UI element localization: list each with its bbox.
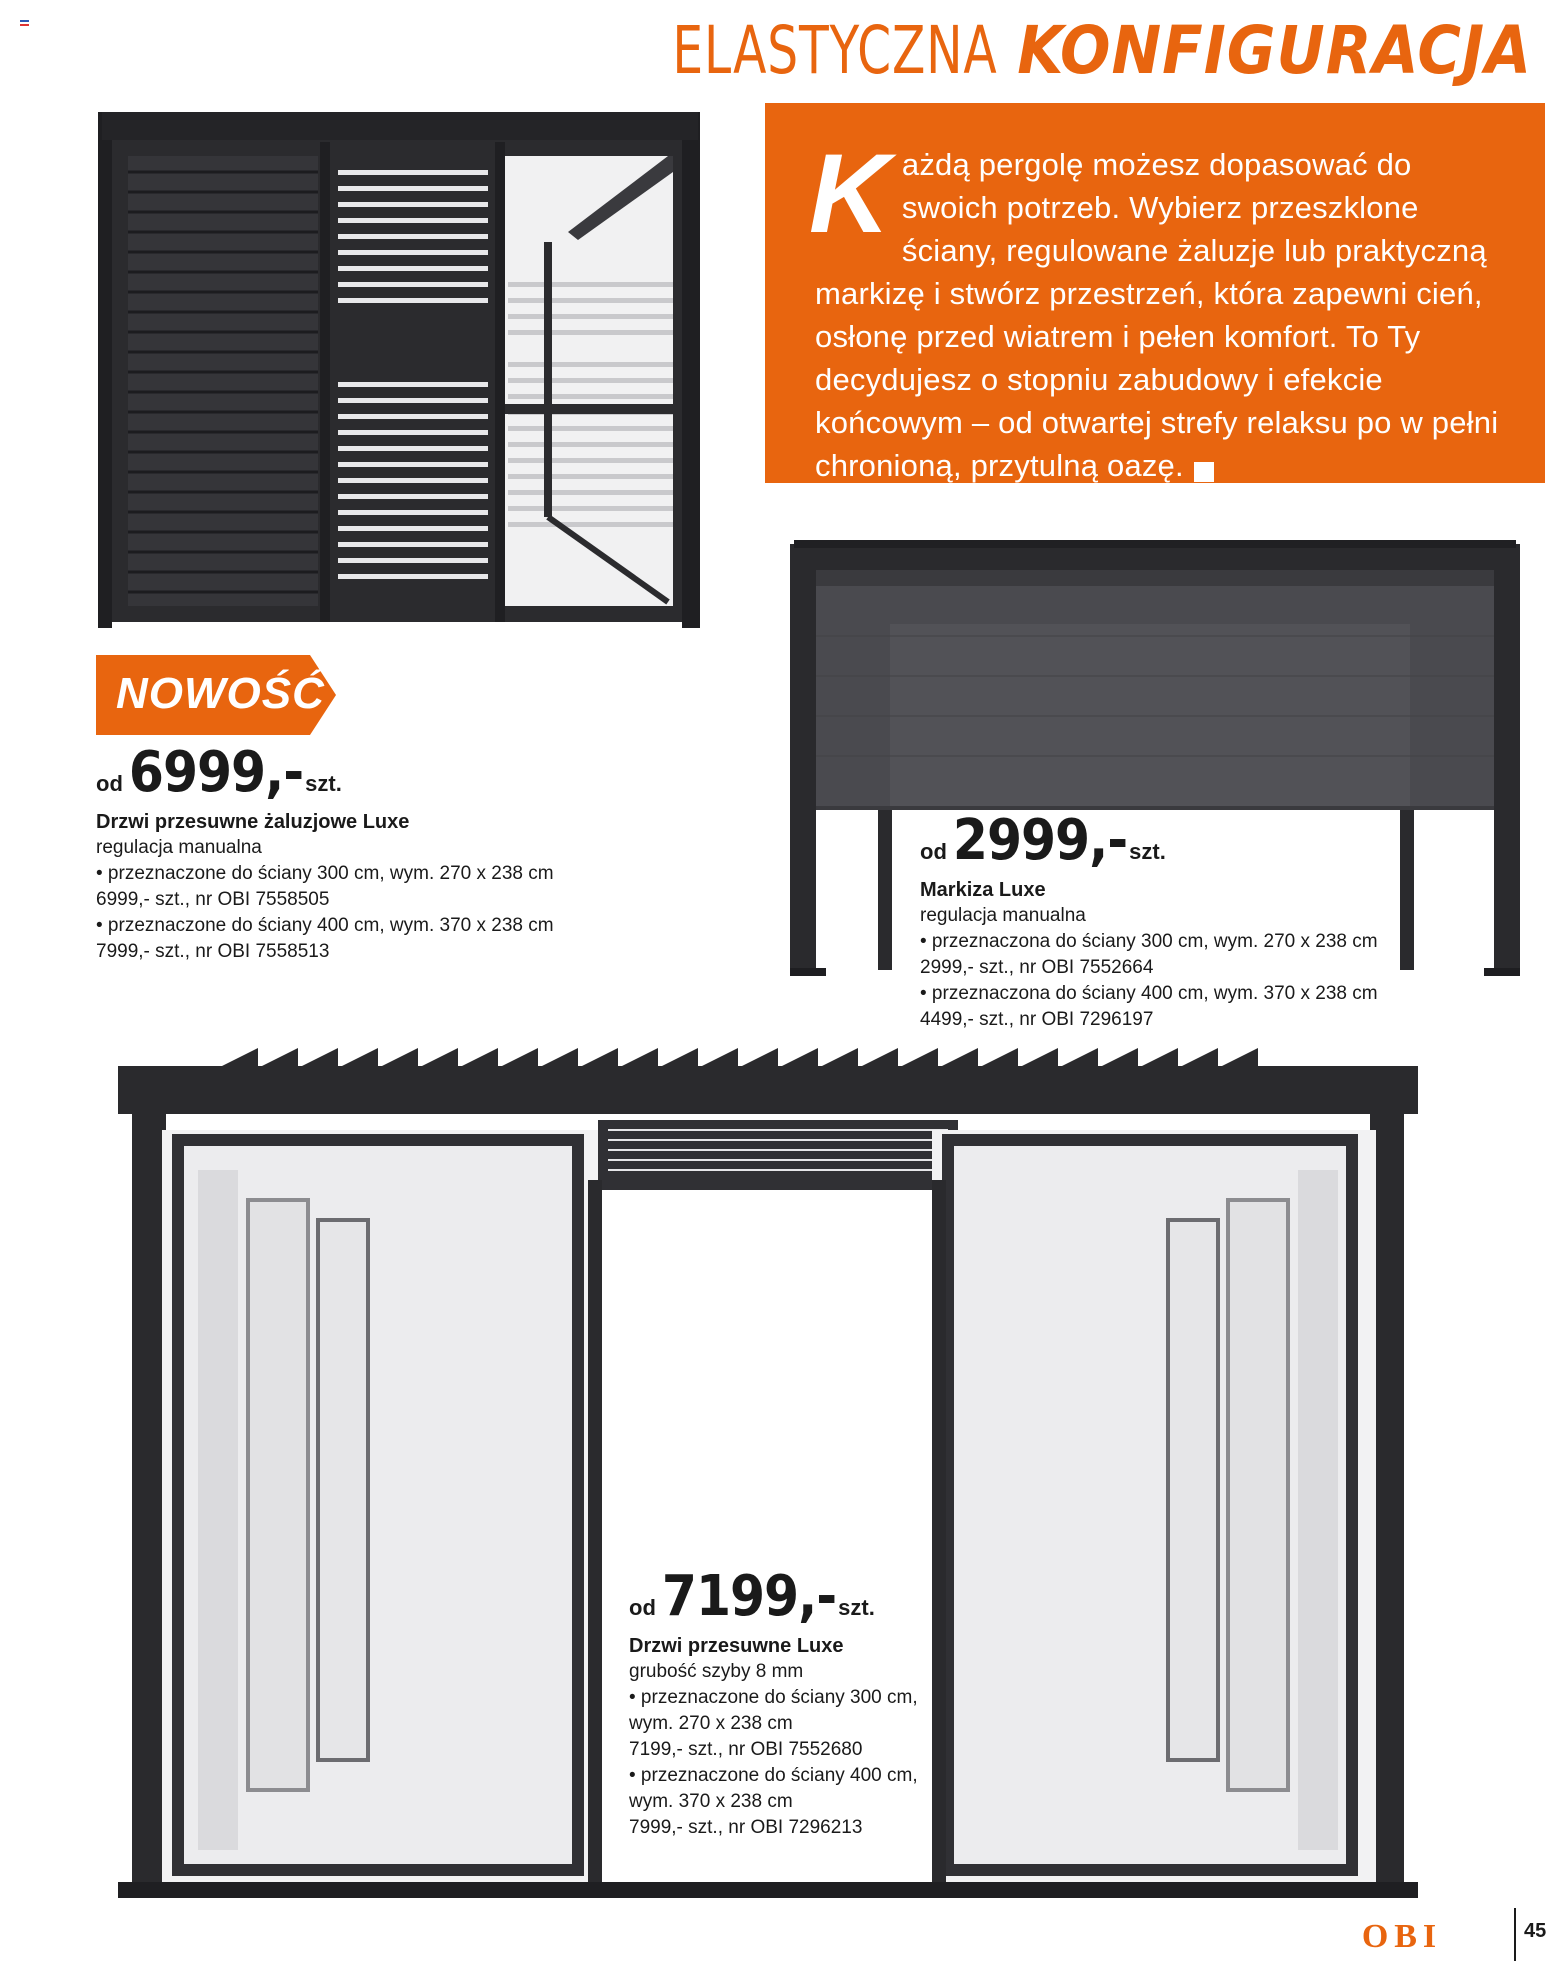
product-line: 7199,- szt., nr OBI 7552680 — [629, 1739, 863, 1760]
headline-light: ELASTYCZNA — [672, 12, 998, 89]
product-line: • przeznaczone do ściany 300 cm, wym. 270 x 238 cm — [96, 863, 554, 884]
product-line: wym. 270 x 238 cm — [629, 1713, 793, 1734]
product-name: Drzwi przesuwne Luxe — [629, 1635, 844, 1657]
intro-dropcap: K — [809, 131, 890, 256]
product-name: Markiza Luxe — [920, 879, 1046, 901]
price-prefix: od — [629, 1595, 656, 1620]
product-line: • przeznaczone do ściany 400 cm, wym. 370 x 238 cm — [96, 915, 554, 936]
price — [96, 740, 554, 805]
end-square-icon — [1194, 462, 1214, 482]
product-image-shutter-door — [98, 112, 708, 632]
badge-label: NOWOŚĆ — [116, 669, 325, 718]
product-line: grubość szyby 8 mm — [629, 1661, 804, 1682]
price-amount: 2999,- — [952, 808, 1128, 873]
page-number: 45 — [1524, 1920, 1547, 1942]
intro-box — [765, 103, 1545, 483]
product-line: wym. 370 x 238 cm — [629, 1791, 793, 1812]
obi-logo — [1330, 1920, 1475, 1950]
product-line: 6999,- szt., nr OBI 7558505 — [96, 889, 330, 910]
product-awning — [920, 808, 1378, 1033]
price-amount: 6999,- — [128, 740, 304, 805]
price — [629, 1564, 918, 1629]
product-line: • przeznaczone do ściany 300 cm, — [629, 1687, 918, 1708]
product-glass-sliding-door — [625, 1560, 924, 1845]
product-line: regulacja manualna — [96, 837, 262, 858]
headline-bold: KONFIGURACJA — [1017, 12, 1532, 89]
new-badge — [96, 655, 346, 735]
price-unit: szt. — [305, 771, 342, 796]
product-line: • przeznaczona do ściany 300 cm, wym. 270 x 238 cm — [920, 931, 1378, 952]
footer-divider — [1514, 1908, 1516, 1961]
product-shutter-door — [96, 740, 554, 965]
price-amount: 7199,- — [661, 1564, 837, 1629]
page-headline — [601, 12, 1532, 89]
product-line: • przeznaczone do ściany 400 cm, — [629, 1765, 918, 1786]
price-unit: szt. — [838, 1595, 875, 1620]
product-line: 7999,- szt., nr OBI 7296213 — [629, 1817, 863, 1838]
intro-text: ażdą pergolę możesz dopasować do swoich potrzeb. Wybierz przeszklone ściany, regulowane żaluzje lub praktyczną markizę i stwórz przestrzeń, która zapewni cień, osłonę przed wiatrem i pełen komfort. To Ty decydujesz o stopniu zabudowy i efekcie końcowym – od otwartej strefy relaksu po w pełni chronioną, przytulną oazę. — [815, 147, 1499, 483]
product-name: Drzwi przesuwne żaluzjowe Luxe — [96, 811, 410, 833]
product-line: 7999,- szt., nr OBI 7558513 — [96, 941, 330, 962]
product-line: 2999,- szt., nr OBI 7552664 — [920, 957, 1154, 978]
price — [920, 808, 1378, 873]
price-unit: szt. — [1129, 839, 1166, 864]
price-prefix: od — [96, 771, 123, 796]
product-line: regulacja manualna — [920, 905, 1086, 926]
price-prefix: od — [920, 839, 947, 864]
product-line: • przeznaczona do ściany 400 cm, wym. 370 x 238 cm — [920, 983, 1378, 1004]
product-line: 4499,- szt., nr OBI 7296197 — [920, 1009, 1154, 1030]
flag-stripes-icon — [20, 20, 29, 28]
obi-logo-text: OBI — [1361, 1920, 1443, 1950]
